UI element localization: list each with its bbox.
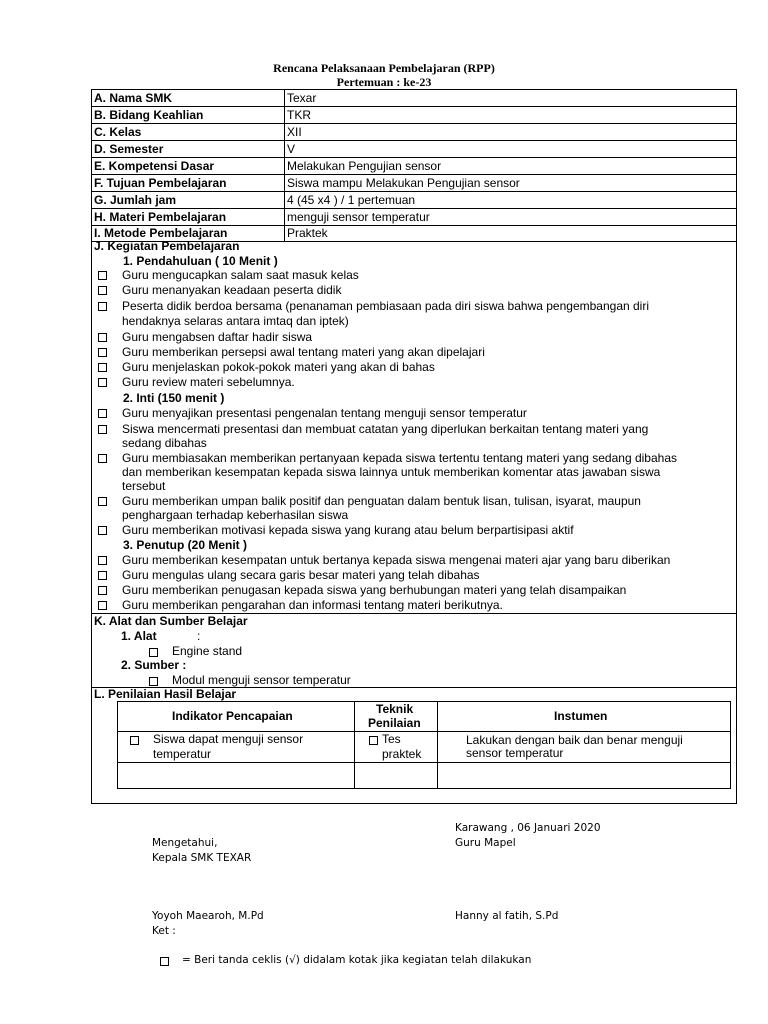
row-label: B. Bidang Keahlian (94, 108, 204, 122)
section-k-heading: K. Alat dan Sumber Belajar (94, 614, 248, 628)
activity-item: Guru memberikan umpan balik positif dan penguatan dalam bentuk lisan, tulisan, isyarat, maupun (122, 494, 641, 508)
activity-item-continued: sedang dibahas (122, 436, 207, 450)
activity-item: Guru memberikan pengarahan dan informasi tentang materi berikutnya. (122, 598, 503, 612)
row-value: Praktek (287, 226, 328, 240)
row-semester (92, 141, 736, 158)
row-kelas (92, 124, 736, 141)
instumen-cell-continued: sensor temperatur (466, 746, 564, 760)
activity-item: Guru mengabsen daftar hadir siswa (122, 330, 313, 344)
row-materi-pembelajaran (92, 209, 736, 226)
place-date: Karawang , 06 Januari 2020 (455, 822, 601, 834)
activity-item-continued: penghargaan terhadap keberhasilan siswa (122, 508, 349, 522)
section-l-heading: L. Penilaian Hasil Belajar (94, 687, 237, 701)
row-label: E. Kompetensi Dasar (94, 159, 215, 173)
checkbox[interactable] (98, 497, 107, 506)
checkbox[interactable] (130, 736, 139, 745)
activity-item-continued: tersebut (122, 479, 166, 493)
checkbox[interactable] (98, 286, 107, 295)
activity-item: Guru memberikan persepsi awal tentang materi yang akan dipelajari (122, 345, 485, 359)
col-header-teknik: Teknik (376, 702, 414, 716)
penutup-heading: 3. Penutup (20 Menit ) (123, 538, 248, 552)
legend-checkbox-icon (160, 957, 169, 966)
mengetahui-label: Mengetahui, (152, 837, 218, 849)
teknik-cell: Tes (382, 732, 401, 746)
activity-item: Guru menjelaskan pokok-pokok materi yang akan di bahas (122, 360, 435, 374)
col-header-penilaian: Penilaian (368, 716, 421, 730)
checkbox[interactable] (98, 333, 107, 342)
checkbox[interactable] (98, 271, 107, 280)
row-nama-smk (92, 90, 736, 107)
checkbox[interactable] (98, 454, 107, 463)
checkbox[interactable] (98, 409, 107, 418)
row-value: Siswa mampu Melakukan Pengujian sensor (287, 176, 520, 190)
checkbox[interactable] (98, 348, 107, 357)
column-divider (437, 702, 438, 788)
activity-item: Guru mengucapkan salam saat masuk kelas (122, 268, 359, 282)
row-divider (118, 762, 730, 763)
activity-item: Guru memberikan penugasan kepada siswa yang berhubungan materi yang telah disampaikan (122, 583, 627, 597)
checkbox[interactable] (98, 425, 107, 434)
row-label: D. Semester (94, 142, 164, 156)
assessment-table (117, 701, 731, 789)
row-tujuan-pembelajaran (92, 175, 736, 192)
sumber-label: 2. Sumber : (121, 658, 187, 672)
alat-item: Engine stand (172, 644, 243, 658)
sumber-item: Modul menguji sensor temperatur (172, 673, 351, 687)
row-value: TKR (287, 108, 311, 122)
column-divider (354, 702, 355, 788)
inti-heading: 2. Inti (150 menit ) (123, 391, 225, 405)
row-label: G. Jumlah jam (94, 193, 177, 207)
checkbox[interactable] (98, 586, 107, 595)
guru-mapel-label: Guru Mapel (455, 837, 516, 849)
row-value: V (287, 142, 296, 156)
row-value: XII (287, 125, 302, 139)
checkbox[interactable] (98, 601, 107, 610)
row-label: C. Kelas (94, 125, 142, 139)
activity-item-continued: hendaknya selaras antara imtaq dan iptek) (122, 314, 349, 328)
activity-item: Guru menanyakan keadaan peserta didik (122, 283, 342, 297)
checkbox[interactable] (98, 378, 107, 387)
ket-label: Ket : (152, 925, 176, 937)
row-bidang-keahlian (92, 107, 736, 124)
col-header-instumen: Instumen (554, 709, 608, 723)
activity-item: Guru menyajikan presentasi pengenalan tentang menguji sensor temperatur (122, 406, 527, 420)
row-jumlah-jam (92, 192, 736, 209)
pendahuluan-heading: 1. Pendahuluan ( 10 Menit ) (123, 254, 278, 268)
row-label: I. Metode Pembelajaran (94, 226, 228, 240)
activity-item: Guru review materi sebelumnya. (122, 375, 295, 389)
legend-note: = Beri tanda ceklis (√) didalam kotak jika kegiatan telah dilakukan (182, 954, 532, 966)
meeting-number: Pertemuan : ke-23 (336, 75, 432, 89)
instumen-cell: Lakukan dengan baik dan benar menguji (466, 733, 683, 747)
checkbox[interactable] (98, 302, 107, 311)
checkbox[interactable] (98, 571, 107, 580)
document-title: Rencana Pelaksanaan Pembelajaran (RPP) (273, 61, 495, 75)
kepala-label: Kepala SMK TEXAR (152, 852, 252, 864)
activity-item: Guru memberikan kesempatan untuk bertanya kepada siswa mengenai materi ajar yang baru diberikan (122, 553, 671, 567)
activity-item: Peserta didik berdoa bersama (penanaman pembiasaan pada diri siswa bahwa pengembangan diri (122, 299, 649, 313)
indikator-cell-continued: temperatur (153, 747, 212, 761)
row-label: H. Materi Pembelajaran (94, 210, 227, 224)
row-label: A. Nama SMK (94, 91, 173, 105)
row-value: Texar (287, 91, 317, 105)
row-kompetensi-dasar (92, 158, 736, 175)
row-value: menguji sensor temperatur (287, 210, 430, 224)
activity-item: Siswa mencermati presentasi dan membuat catatan yang diperlukan berkaitan tentang materi yang (122, 422, 649, 436)
checkbox[interactable] (369, 736, 378, 745)
guru-name: Hanny al fatih, S.Pd (455, 910, 559, 922)
row-value: Melakukan Pengujian sensor (287, 159, 442, 173)
activity-item: Guru membiasakan memberikan pertanyaan kepada siswa tertentu tentang materi yang sedang dibahas (122, 451, 677, 465)
activity-item-continued: dan memberikan kesempatan kepada siswa lainnya untuk memberikan komentar atas jawaban siswa (122, 465, 661, 479)
col-header-indikator: Indikator Pencapaian (172, 709, 293, 723)
alat-label: 1. Alat (121, 629, 157, 643)
kepala-name: Yoyoh Maearoh, M.Pd (152, 910, 264, 922)
checkbox[interactable] (98, 526, 107, 535)
section-j-heading: J. Kegiatan Pembelajaran (94, 239, 240, 253)
indikator-cell: Siswa dapat menguji sensor (153, 732, 304, 746)
activity-item: Guru memberikan motivasi kepada siswa yang kurang atau belum berpartisipasi aktif (122, 523, 574, 537)
teknik-cell-continued: praktek (382, 747, 422, 761)
row-value: 4 (45 x4 ) / 1 pertemuan (287, 193, 416, 207)
row-label: F. Tujuan Pembelajaran (94, 176, 227, 190)
checkbox[interactable] (149, 648, 158, 657)
column-divider (284, 90, 285, 242)
alat-colon: : (197, 629, 201, 643)
checkbox[interactable] (98, 556, 107, 565)
activity-item: Guru mengulas ulang secara garis besar materi yang telah dibahas (122, 568, 480, 582)
rpp-table (91, 89, 737, 804)
checkbox[interactable] (149, 677, 158, 686)
checkbox[interactable] (98, 363, 107, 372)
